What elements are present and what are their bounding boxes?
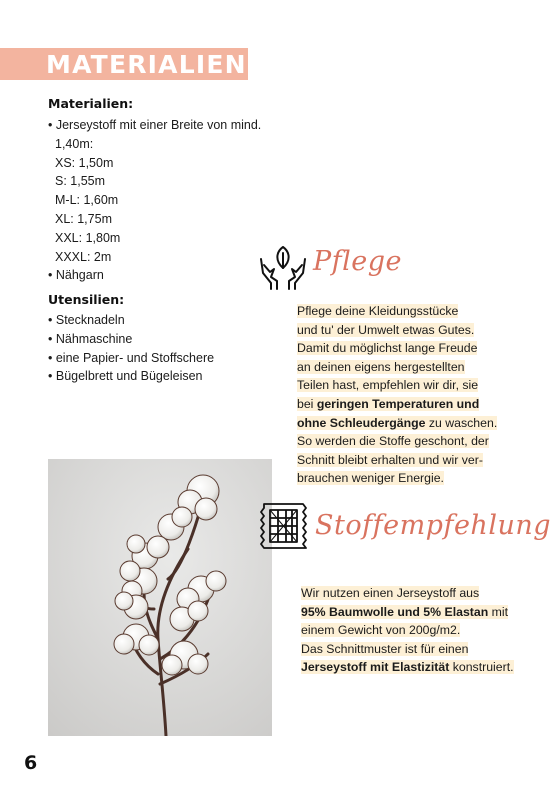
care-emphasis: geringen Temperaturen und [316,396,480,411]
list-item: XXL: 1,80m [55,230,121,245]
fabric-emphasis: Jerseystoff mit Elastizität [301,660,450,675]
cotton-branch-image [48,459,272,736]
tools-heading: Utensilien: [48,292,125,307]
list-item: • Jerseystoff mit einer Breite von mind. [48,116,261,135]
list-item: XS: 1,50m [55,155,114,170]
tools-list [48,311,214,386]
care-text [297,302,497,488]
care-line-part: zu waschen. [425,415,498,430]
fabric-text [301,584,514,677]
list-item: • Nähmaschine [48,330,214,349]
fabric-line: Das Schnittmuster ist für einen [301,641,469,656]
list-item: XXXL: 2m [55,249,112,264]
list-item: • Stecknadeln [48,311,214,330]
list-item: • eine Papier- und Stoffschere [48,349,214,368]
list-item: XL: 1,75m [55,211,112,226]
care-line: Pflege deine Kleidungsstücke [297,304,459,318]
care-line: an deinen eigens hergestellten [297,359,465,374]
fabric-line: einem Gewicht von 200g/m2. [301,623,461,638]
list-item: M-L: 1,60m [55,193,119,208]
fabric-swatch-icon [256,498,311,553]
page-title: MATERIALIEN [46,50,247,79]
fabric-line-part: konstruiert. [449,660,514,675]
fabric-line: Wir nutzen einen Jerseystoff aus [301,586,480,600]
care-line: Damit du möglichst lange Freude [297,341,478,356]
page-number: 6 [24,752,38,774]
care-line-part: bei [297,396,317,411]
materials-list [48,116,261,285]
care-line: und tu' der Umwelt etwas Gutes. [297,322,475,337]
care-heading: Pflege [313,246,403,277]
list-item: 1,40m: [55,136,94,151]
list-item: • Nähgarn [48,266,261,285]
list-item: • Bügelbrett und Bügeleisen [48,367,214,386]
fabric-emphasis: 95% Baumwolle und 5% Elastan [301,604,489,619]
list-item: S: 1,55m [55,174,106,189]
care-line: Schnitt bleibt erhalten und wir ver- [297,452,483,467]
hands-leaf-icon [258,241,308,291]
materials-heading: Materialien: [48,96,134,111]
fabric-heading: Stoffempfehlung [315,510,552,541]
care-line: Teilen hast, empfehlen wir dir, sie [297,378,479,393]
care-line: brauchen weniger Energie. [297,471,444,486]
care-emphasis: ohne Schleudergänge [297,415,426,430]
fabric-line-part: mit [488,604,509,619]
care-line: So werden die Stoffe geschont, der [297,434,489,449]
